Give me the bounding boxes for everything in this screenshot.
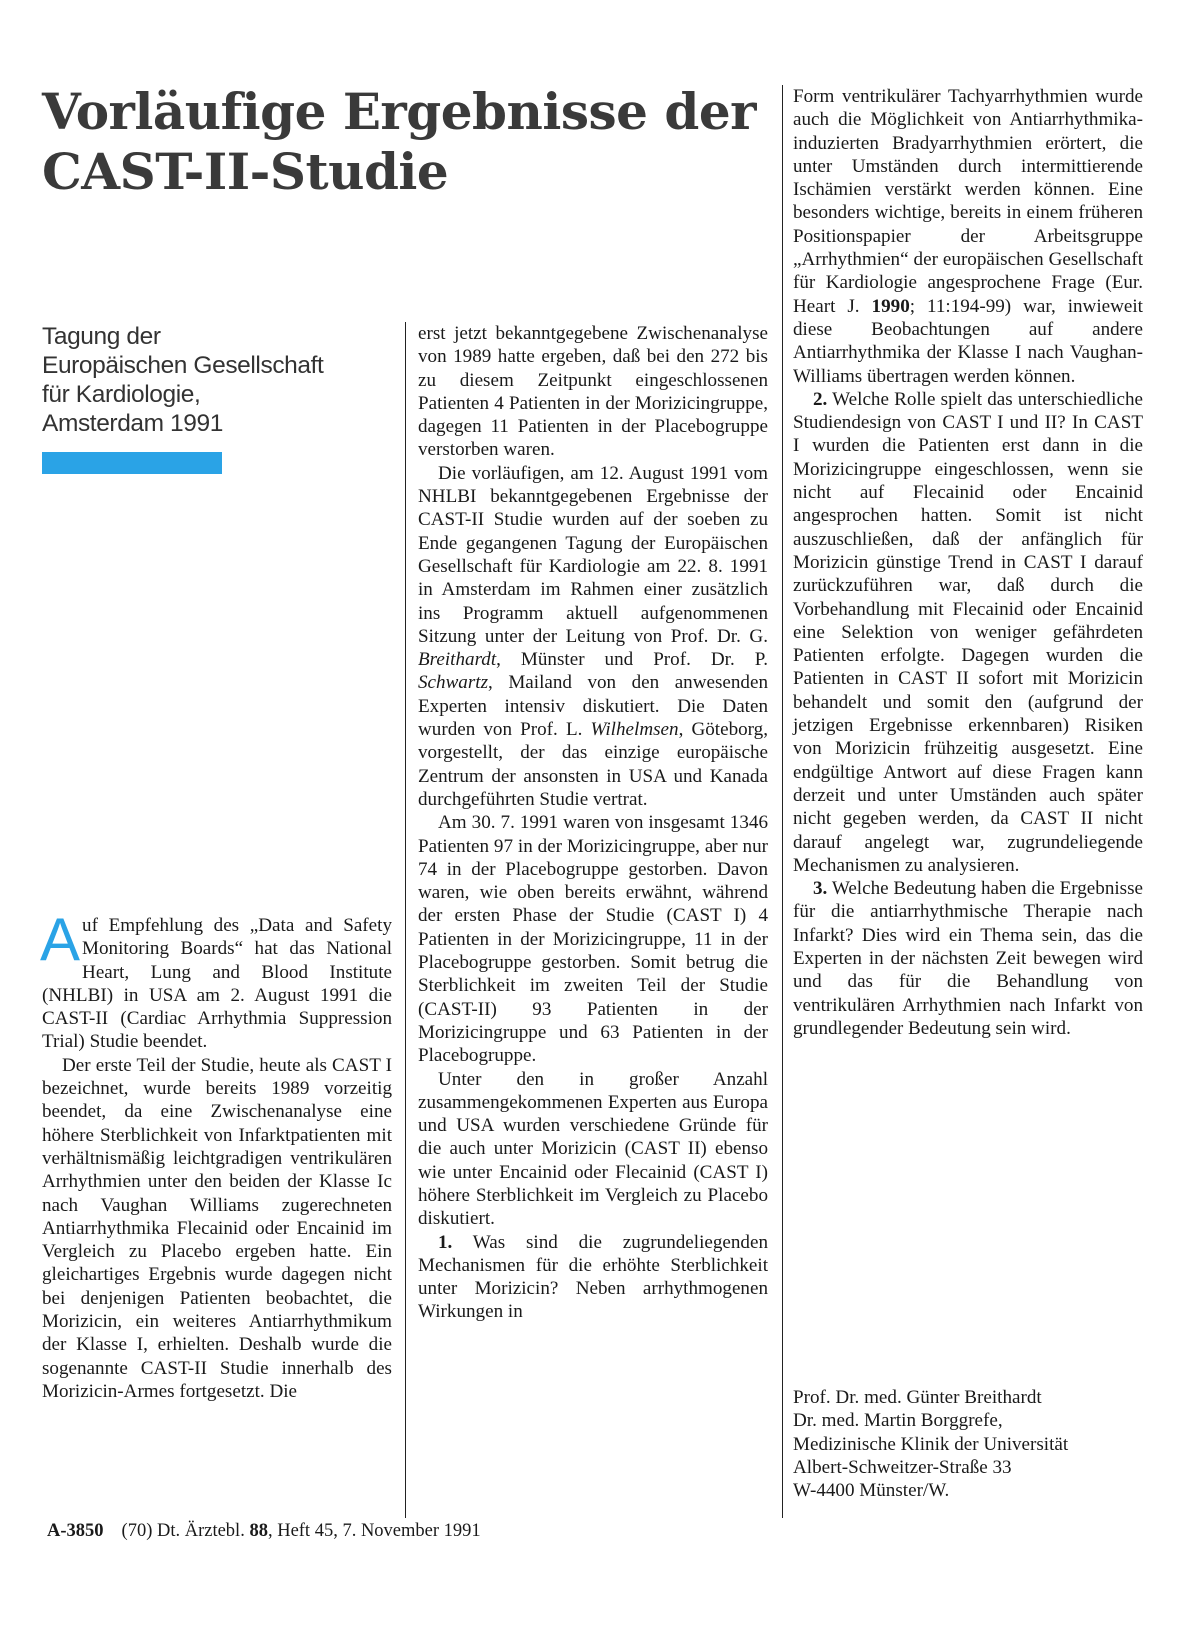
paragraph (418, 1231, 768, 1324)
signature-line: Medizinische Klinik der Universität (793, 1433, 1069, 1455)
author-signature (793, 1386, 1153, 1502)
signature-line: W-4400 Münster/W. (793, 1480, 950, 1502)
paragraph: erst jetzt bekanntgegebene Zwischenanalyse von 1989 hatte ergeben, daß bei den 272 bis zu diesem Zeitpunkt eingeschlossenen Patienten 4 Patienten in der Morizicingruppe, dagegen 11 Patienten in der Placebogruppe verstorben waren. (418, 323, 768, 461)
intro-text: uf Empfehlung des „Data and Safety Monitoring Boards“ hat das National Heart, Lung and Blood Institute (NHLBI) in USA am 2. August 1991 die CAST-II (Cardiac Arrhythmia Suppression Trial) Studie beendet. (42, 915, 392, 1053)
subtitle-line-1: Tagung der (42, 323, 161, 350)
text-span: Welche Bedeutung haben die Ergebnisse für die antiarrhythmische Therapie nach Infarkt? Dies wird ein Thema sein, das die Experten in der nächsten Zeit bewegen wird und das für die Behandlung von ventrikulären Arrhythmien nach Infarkt von grundlegender Bedeutung sein wird. (793, 878, 1144, 1039)
text-span: Welche Rolle spielt das unterschiedliche Studiendesign von CAST I und II? In CAST I wurden die Patienten erst dann in die Morizicingruppe eingeschlossen, wenn sie nicht auf Flecainid oder Encainid angesprochen hatten. Somit ist nicht auszuschließen, daß der anfänglich für Morizicin günstige Trend in CAST I darauf zurückzuführen war, daß durch die Vorbehandlung mit Flecainid oder Encainid eine Selektion von weniger gefährdeten Patienten erfolgte. Dagegen wurden die Patienten in CAST II sofort mit Morizicin behandelt und somit den (aufgrund der jetzigen Ergebnisse erkennbaren) Risiken von Morizicin frühzeitig ausgesetzt. Eine endgültige Antwort auf diese Fragen kann derzeit und unter Umständen auch später nicht gegeben werden, da CAST II nicht darauf angelegt war, zugrundeliegende Mechanismen zu analysieren. (793, 388, 1143, 876)
title-line-2: CAST-II-Studie (42, 142, 449, 201)
signature-line: Albert-Schweitzer-Straße 33 (793, 1456, 1012, 1478)
text-span: , Göteborg, vorgestellt, der das einzige europäische Zentrum der ansonsten in USA und Kanada durchgeführten Studie vertrat. (418, 719, 769, 810)
column-rule-1 (405, 322, 406, 1518)
text-span: Die vorläufigen, am 12. August 1991 vom NHLBI bekanntgegebenen Ergebnisse der CAST-II Studie wurden auf der soeben zu Ende gegangenen Tagung der Europäischen Gesellschaft für Kardiologie am 22. 8. 1991 in Amsterdam im Rahmen einer zusätzlich ins Programm aktuell aufgenommenen Sitzung unter der Leitung von Prof. Dr. G. (418, 462, 768, 647)
journal-citation: (70) Dt. Ärztebl. (121, 1521, 245, 1541)
author-name: Wilhelmsen (590, 719, 679, 741)
subtitle-line-3: für Kardiologie, (42, 381, 201, 408)
author-name: Breithardt (418, 649, 497, 671)
article-subtitle (42, 322, 382, 438)
intro-paragraph (40, 906, 392, 1054)
paragraph (793, 877, 1143, 1040)
paragraph (418, 462, 768, 811)
signature-line: Dr. med. Martin Borggrefe, (793, 1410, 1003, 1432)
paragraph: Der erste Teil der Studie, heute als CAST I bezeichnet, wurde bereits 1989 vorzeitig beendet, da eine Zwischenanalyse eine höhere Sterblichkeit von Infarktpatienten mit verhältnismäßig leichtgradigen ventrikulären Arrhythmien unter den beiden der Klasse Ic nach Vaughan Williams zugerechneten Antiarrhythmika Flecainid oder Encainid im Vergleich zu Placebo ergeben hatte. Ein gleichartiges Ergebnis wurde dagegen nicht bei denjenigen Patienten beobachtet, die Morizicin, ein weiteres Antiarrhythmikum der Klasse I, erhielten. Deshalb wurde die sogenannte CAST-II Studie innerhalb des Morizicin-Armes fortgesetzt. Die (42, 1054, 392, 1402)
citation-year: 1990 (871, 295, 910, 317)
paragraph: Am 30. 7. 1991 waren von insgesamt 1346 Patienten 97 in der Morizicingruppe, aber nur 74 in der Placebogruppe gestorben. Davon waren, wie oben bereits erwähnt, während der ersten Phase der Studie (CAST I) 4 Patienten in der Morizicingruppe, 11 in der Placebogruppe gestorben. Somit betrug die Sterblichkeit im zweiten Teil der Studie (CAST-II) 93 Patienten in der Morizicingruppe und 63 Patienten in der Placebogruppe. (418, 812, 768, 1067)
paragraph (793, 388, 1143, 877)
paragraph: Unter den in großer Anzahl zusammengekommenen Experten aus Europa und USA wurden verschiedene Gründe für die auch unter Morizicin (CAST II) ebenso wie unter Encainid oder Flecainid (CAST I) höhere Sterblichkeit im Vergleich zu Placebo diskutiert. (418, 1068, 768, 1230)
journal-volume: 88 (249, 1521, 268, 1541)
page-number: A-3850 (47, 1521, 104, 1541)
question-number: 1. (438, 1231, 453, 1253)
page-footer (47, 1521, 481, 1542)
question-number: 2. (813, 388, 828, 410)
accent-bar (42, 452, 222, 474)
subtitle-line-4: Amsterdam 1991 (42, 410, 223, 437)
column-1 (40, 906, 392, 1403)
paragraph (793, 85, 1143, 388)
text-span: Was sind die zugrundeliegenden Mechanismen für die erhöhte Sterblichkeit unter Morizicin? Neben arrhythmogenen Wirkungen in (418, 1231, 768, 1323)
article-title (42, 82, 777, 202)
author-name: Schwartz (418, 672, 489, 694)
drop-cap: A (40, 906, 81, 973)
text-span: ; 11:194-99) war, inwieweit diese Beobachtungen auf andere Antiarrhythmika der Klasse I nach Vaughan-Williams übertragen werden können. (793, 295, 1143, 387)
text-span: , Münster und Prof. Dr. P. (496, 649, 768, 671)
text-span: Form ventrikulärer Tachyarrhythmien wurde auch die Möglichkeit von Antiarrhythmika-induzierten Bradyarrhythmien erörtert, die unter Umständen durch intermittierende Ischämien verstärkt werden können. Eine besonders wichtige, bereits in einem früheren Positionspapier der Arbeitsgruppe „Arrhythmien“ der europäischen Gesellschaft für Kardiologie angesprochene Frage (Eur. Heart J. (793, 86, 1143, 317)
question-number: 3. (813, 878, 828, 900)
subtitle-line-2: Europäischen Gesellschaft (42, 352, 324, 379)
column-rule-2 (782, 85, 783, 1518)
text-span: , Mailand von den anwesenden Experten intensiv diskutiert. Die Daten wurden von Prof. L. (418, 672, 768, 741)
signature-line: Prof. Dr. med. Günter Breithardt (793, 1387, 1042, 1408)
journal-issue: , Heft 45, 7. November 1991 (267, 1521, 481, 1541)
column-2 (418, 322, 768, 1324)
title-line-1: Vorläufige Ergebnisse der (42, 82, 756, 141)
column-3 (793, 85, 1143, 1040)
